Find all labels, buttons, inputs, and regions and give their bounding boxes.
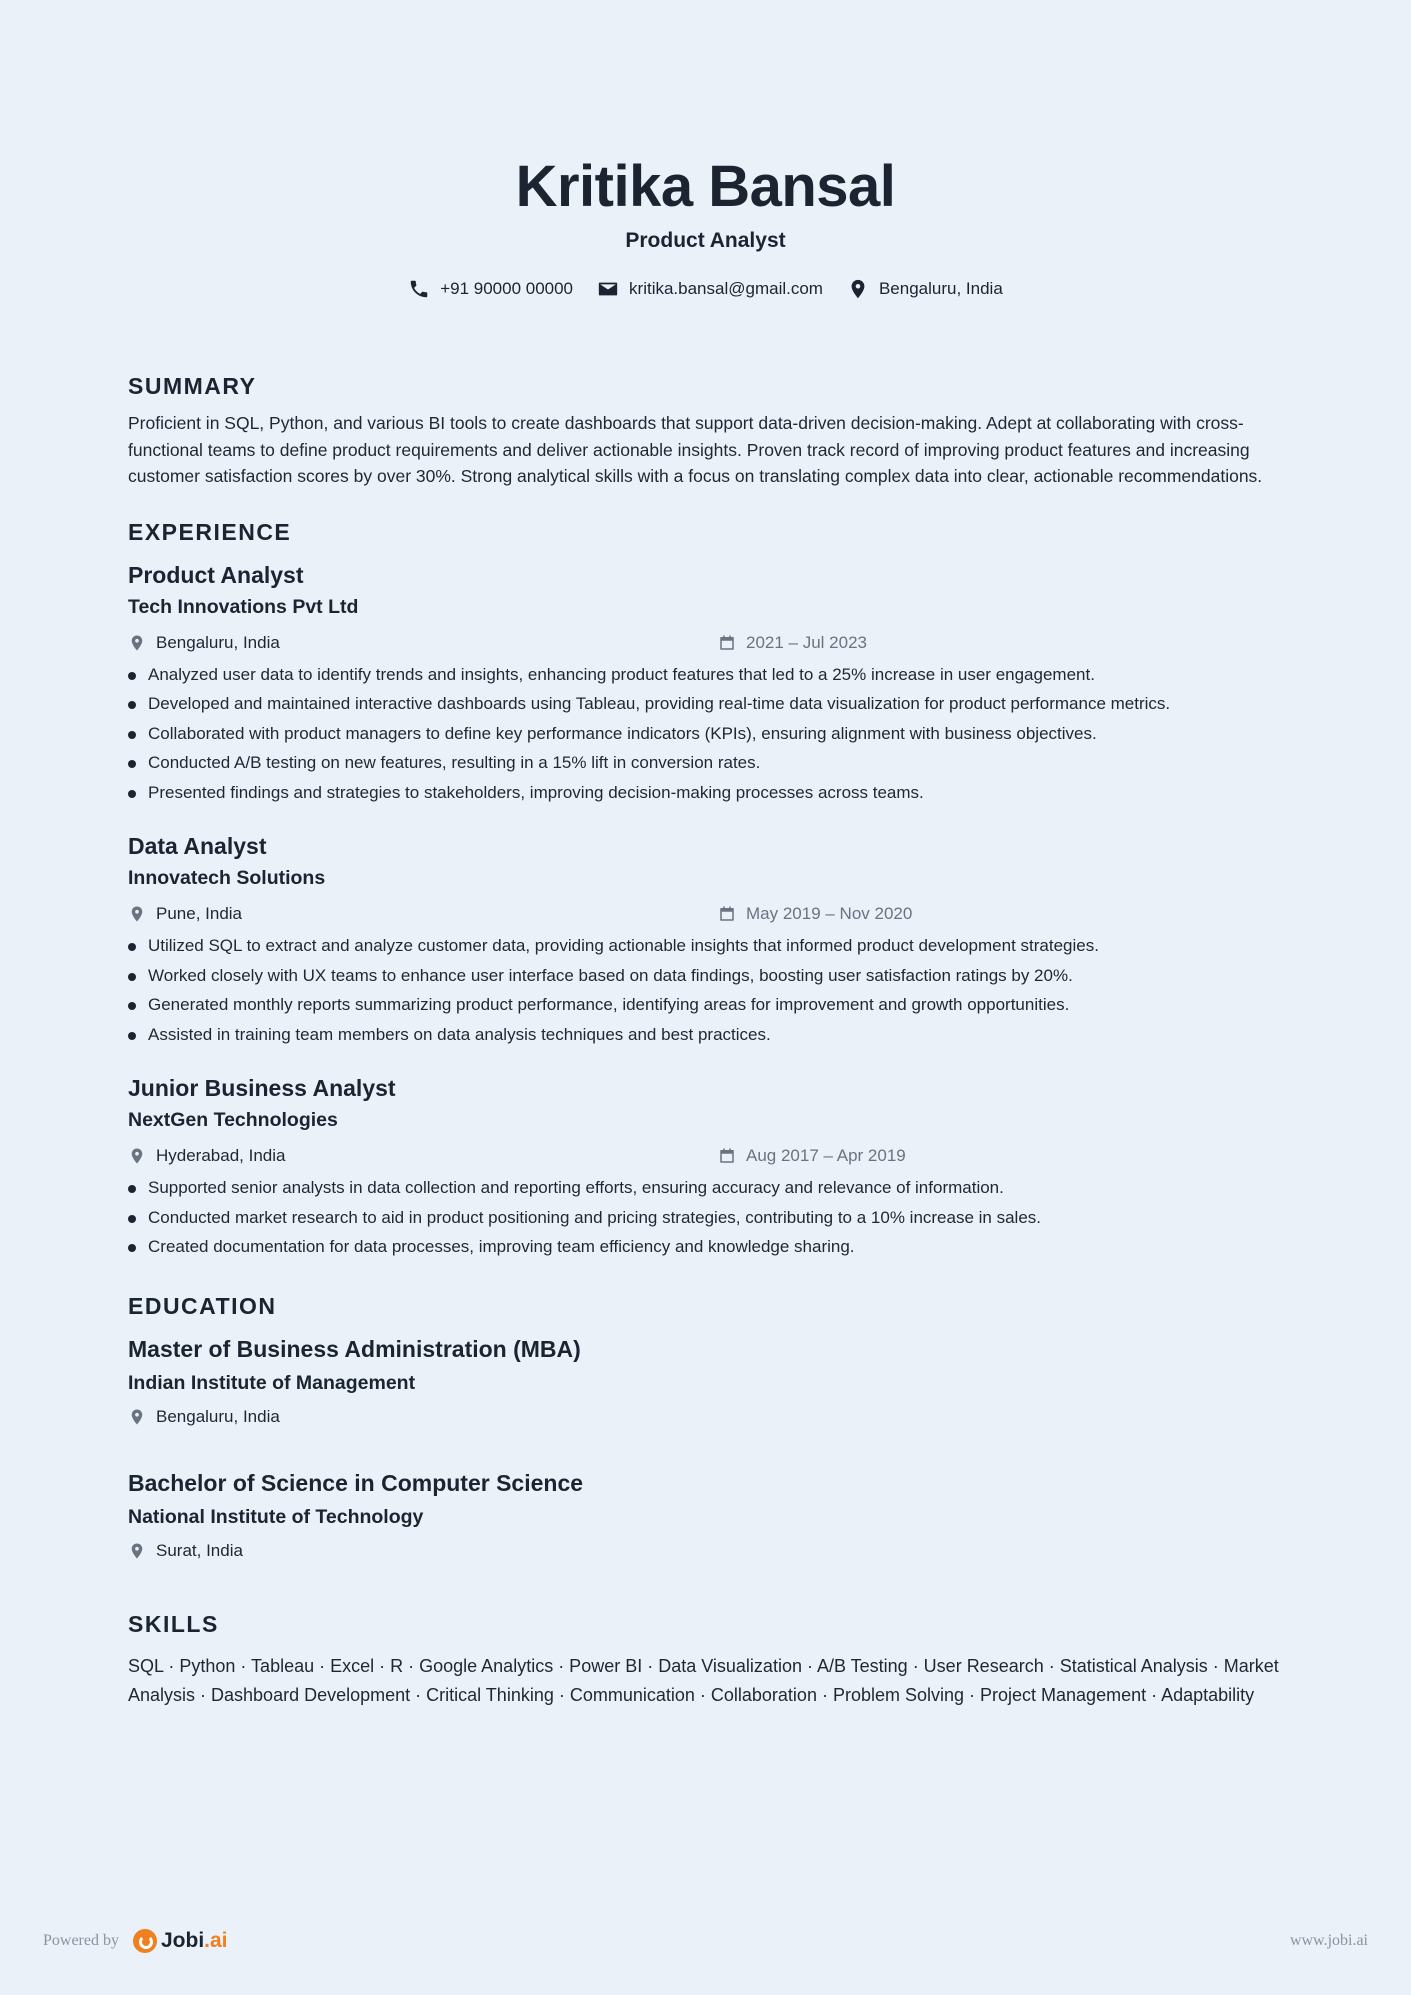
- job-dates: [718, 1145, 906, 1167]
- phone-icon: [408, 278, 430, 300]
- job-bullets: [128, 660, 1283, 808]
- brand-suffix: .ai: [204, 1929, 228, 1952]
- section-title: EXPERIENCE: [128, 518, 292, 545]
- location-pin-icon: [128, 1408, 146, 1426]
- contact-email[interactable]: [597, 278, 823, 300]
- job-bullets: [128, 1173, 1283, 1262]
- footer-branding: [43, 1929, 228, 1953]
- powered-by-label: Powered by: [43, 1932, 119, 1949]
- school-name: Indian Institute of Management: [128, 1371, 416, 1394]
- candidate-name: Kritika Bansal: [515, 154, 896, 219]
- calendar-icon: [718, 905, 736, 923]
- job-title: Junior Business Analyst: [128, 1075, 396, 1101]
- job-location-text: Pune, India: [156, 904, 243, 923]
- list-item: Supported senior analysts in data collection and reporting efforts, ensuring accuracy and relevance of information.: [128, 1173, 1283, 1203]
- job-dates: [718, 632, 867, 654]
- school-location: [128, 1406, 1283, 1428]
- list-item: Collaborated with product managers to define key performance indicators (KPIs), ensuring alignment with business objectives.: [128, 719, 1283, 749]
- resume-header: [128, 0, 1283, 300]
- resume-page: [128, 0, 1283, 1711]
- location-pin-icon: [847, 278, 869, 300]
- calendar-icon: [718, 634, 736, 652]
- skills-section: [128, 1610, 1283, 1711]
- job-dates-text: Aug 2017 – Apr 2019: [746, 1146, 906, 1165]
- contact-bar: [128, 278, 1283, 300]
- school-location-text: Surat, India: [156, 1540, 243, 1560]
- job-entry: [128, 1073, 1283, 1262]
- job-title: Product Analyst: [128, 561, 304, 588]
- location-pin-icon: [128, 1147, 146, 1165]
- list-item: Utilized SQL to extract and analyze customer data, providing actionable insights that informed product development strategies.: [128, 931, 1283, 961]
- job-meta: [128, 632, 1283, 654]
- summary-text: Proficient in SQL, Python, and various BI tools to create dashboards that support data-driven decision-making. Adept at collaborating with cross-functional teams to define product requirements and deliver actionable insights. Proven track record of improving product features and increasing customer satisfaction scores by over 30%. Strong analytical skills with a focus on translating complex data into clear, actionable recommendations.: [128, 413, 1263, 486]
- email-icon: [597, 278, 619, 300]
- list-item: Developed and maintained interactive dashboards using Tableau, providing real-time data visualization for product performance metrics.: [128, 689, 1283, 719]
- website-link[interactable]: www.jobi.ai: [1289, 1932, 1368, 1949]
- list-item: Presented findings and strategies to stakeholders, improving decision-making processes across teams.: [128, 778, 1283, 808]
- company-name: Tech Innovations Pvt Ltd: [128, 595, 359, 618]
- location-pin-icon: [128, 634, 146, 652]
- job-entry: [128, 560, 1283, 808]
- job-dates-text: May 2019 – Nov 2020: [746, 904, 913, 923]
- list-item: Conducted A/B testing on new features, resulting in a 15% lift in conversion rates.: [128, 748, 1283, 778]
- list-item: Created documentation for data processes, improving team efficiency and knowledge sharing.: [128, 1232, 1283, 1262]
- job-dates: [718, 903, 912, 925]
- job-location: [128, 1145, 718, 1167]
- jobi-logo-icon: [133, 1929, 157, 1953]
- skills-text: SQL · Python · Tableau · Excel · R · Google Analytics · Power BI · Data Visualization · A/B Testing · User Research · Statistical Analysis · Market Analysis · Dashboard Development · Critical Thinking · Communication · Collaboration · Problem Solving · Project Management · Adaptability: [128, 1655, 1279, 1705]
- education-section: [128, 1292, 1283, 1562]
- section-title: SKILLS: [128, 1610, 219, 1637]
- contact-phone[interactable]: [408, 278, 573, 300]
- company-name: Innovatech Solutions: [128, 867, 326, 889]
- job-location-text: Bengaluru, India: [156, 632, 280, 652]
- job-bullets: [128, 931, 1283, 1049]
- job-meta: [128, 903, 1283, 925]
- job-title: Data Analyst: [128, 833, 267, 859]
- list-item: Generated monthly reports summarizing product performance, identifying areas for improvement and growth opportunities.: [128, 990, 1283, 1020]
- job-location: [128, 903, 718, 925]
- job-meta: [128, 1145, 1283, 1167]
- job-location: [128, 632, 718, 654]
- job-entry: [128, 831, 1283, 1049]
- contact-location: [847, 278, 1003, 300]
- list-item: Conducted market research to aid in product positioning and pricing strategies, contributing to a 10% increase in sales.: [128, 1203, 1283, 1233]
- list-item: Worked closely with UX teams to enhance user interface based on data findings, boosting user satisfaction ratings by 20%.: [128, 961, 1283, 991]
- summary-section: [128, 372, 1283, 490]
- phone-text: +91 90000 00000: [440, 279, 574, 298]
- school-name: National Institute of Technology: [128, 1505, 424, 1528]
- degree-title: Master of Business Administration (MBA): [128, 1335, 581, 1362]
- location-pin-icon: [128, 905, 146, 923]
- location-text: Bengaluru, India: [878, 279, 1003, 298]
- email-text: kritika.bansal@gmail.com: [629, 279, 823, 298]
- school-location: [128, 1540, 1283, 1562]
- location-pin-icon: [128, 1542, 146, 1560]
- jobi-brand-link[interactable]: [133, 1929, 228, 1953]
- list-item: Analyzed user data to identify trends and insights, enhancing product features that led to a 25% increase in user engagement.: [128, 660, 1283, 690]
- job-location-text: Hyderabad, India: [156, 1146, 286, 1165]
- education-entry: [128, 1334, 1283, 1428]
- school-location-text: Bengaluru, India: [156, 1406, 280, 1426]
- calendar-icon: [718, 1147, 736, 1165]
- section-title: EDUCATION: [128, 1292, 277, 1319]
- company-name: NextGen Technologies: [128, 1109, 338, 1131]
- job-dates-text: 2021 – Jul 2023: [746, 632, 867, 652]
- candidate-role: Product Analyst: [625, 229, 786, 252]
- education-entry: [128, 1468, 1283, 1562]
- section-title: SUMMARY: [128, 373, 257, 399]
- degree-title: Bachelor of Science in Computer Science: [128, 1469, 584, 1496]
- experience-section: [128, 518, 1283, 1262]
- list-item: Assisted in training team members on data analysis techniques and best practices.: [128, 1020, 1283, 1050]
- brand-name: Jobi: [160, 1929, 205, 1952]
